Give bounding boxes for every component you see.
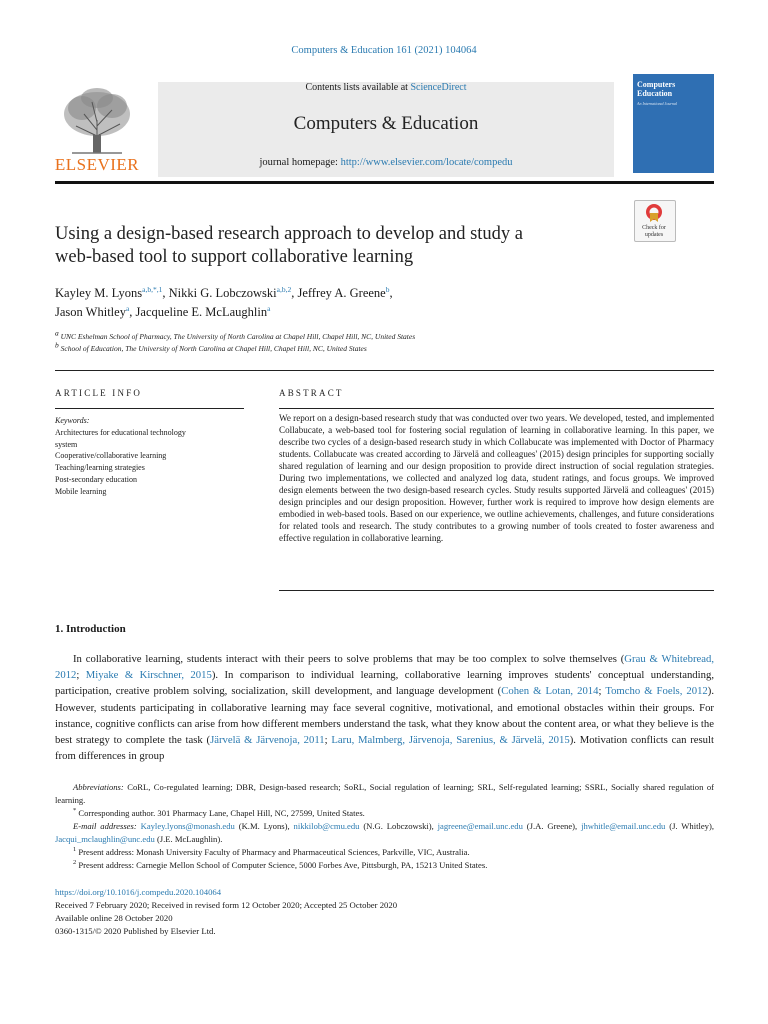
email-link[interactable]: jhwhitle@email.unc.edu bbox=[581, 821, 666, 831]
author-name[interactable]: Jason Whitley bbox=[55, 305, 126, 319]
homepage-link[interactable]: http://www.elsevier.com/locate/compedu bbox=[340, 157, 513, 168]
cover-subtitle: An International Journal bbox=[637, 101, 677, 106]
publication-info bbox=[55, 886, 555, 938]
present-address-note: $^1$ Present address: Monash University Faculty of Pharmacy and Pharmaceutical Sciences, Parkville, VIC, Australia. bbox=[73, 846, 470, 857]
article-info-rule bbox=[55, 408, 244, 409]
author-list: Kayley M. Lyons$^{a,b,*,1}$, Nikki G. Lobczowski$^{a,b,2}$, Jeffrey A. Greene$^b$, Jason Whitley$^a$, Jacqueline E. McLaughlin$^a$ bbox=[55, 284, 393, 319]
running-head[interactable]: Computers & Education 161 (2021) 104064 bbox=[291, 45, 477, 56]
keywords-block: Keywords: Architectures for educational technology system Cooperative/collaborative learning Teaching/learning strategies Post-secondary education Mobile learning bbox=[55, 415, 245, 498]
email-link[interactable]: Kayley.lyons@monash.edu bbox=[140, 821, 235, 831]
journal-title: Computers & Education bbox=[293, 113, 479, 134]
keyword: Post-secondary education bbox=[55, 474, 137, 484]
email-link[interactable]: jagreene@email.unc.edu bbox=[437, 821, 523, 831]
present-address-note: $^2$ Present address: Carnegie Mellon School of Computer Science, 5000 Forbes Ave, Pittsburgh, PA, 15213 United States. bbox=[73, 859, 488, 870]
publisher-name: ELSEVIER bbox=[54, 155, 140, 174]
check-for-updates-label: Check for updates bbox=[642, 225, 666, 238]
abstract-heading: ABSTRACT bbox=[279, 388, 344, 398]
author-name[interactable]: Kayley M. Lyons bbox=[55, 286, 143, 300]
abstract-text: We report on a design-based research study that was conducted over two years. We developed, tested, and implemented Collabucate, a web-based tool for fostering social regulation of learning in collaborative learning. In this paper, we describe two cycles of a design-based research study in which Collabucate was implemented with Doctor of Pharmacy students. Collabucate was created according to Järvelä and colleagues' (2015) design principles for supporting socially shared regulation of learning and our design proposition to provide direct instruction of social regulation strategies. During two implementations, we collected and analyzed log data, student ratings, and focus groups. We improved design elements between the two design-based research cycles. Study results supported Järvelä and colleagues' (2015) design principles and our design proposition. However, further work is required to improve how design elements are embodied in web-based tools. Based on our experience, we outline achievements, challenges, and future considerations for related tools and research. The study contributes to a growing number of tools created to foster awareness and effective regulation in collaborative learning. bbox=[279, 413, 714, 543]
abstract-rule bbox=[279, 408, 714, 409]
citation-link[interactable]: Miyake & Kirschner, 2015 bbox=[85, 669, 212, 682]
paper-title: Using a design-based research approach to develop and study a web-based tool to support collaborative learning bbox=[55, 224, 523, 267]
abbreviations-note: Abbreviations: CoRL, Co-regulated learning; DBR, Design-based research; SoRL, Social regulation of learning; SRL, Self-regulated learning; SSRL, Socially shared regulation of learning. bbox=[55, 782, 714, 805]
author-name[interactable]: Jacqueline E. McLaughlin bbox=[135, 305, 268, 319]
keyword: Cooperative/collaborative learning bbox=[55, 451, 167, 461]
citation-link[interactable]: Järvelä & Järvenoja, 2011 bbox=[210, 734, 325, 747]
received-dates: Received 7 February 2020; Received in revised form 12 October 2020; Accepted 25 October 2020 bbox=[55, 900, 398, 910]
sciencedirect-link[interactable]: ScienceDirect bbox=[410, 82, 467, 93]
masthead-rule bbox=[55, 181, 714, 184]
abstract-bottom-rule bbox=[279, 590, 714, 591]
introduction-paragraph: In collaborative learning, students interact with their peers to solve problems that may be too complex to solve themselves (Grau & Whitebread, 2012; Miyake & Kirschner, 2015). In comparison to individual learning, collaborative learning improves students' conceptual understanding, participation, creative problem solving, socialization, skill development, and language development (Cohen & Lotan, 2014; Tomcho & Foels, 2012). However, students participating in collaborative learning may face several cognitive, motivational, and emotional obstacles within their groups. For instance, cognitive conflicts can arise from how different members understand the task, what they know about the content area, or what they believe is the best strategy to complete the task (Järvelä & Järvenoja, 2011; Laru, Malmberg, Järvenoja, Sarenius, & Järvelä, 2015). Motivation conflicts can result from differences in group bbox=[55, 653, 715, 763]
check-for-updates-icon bbox=[645, 203, 663, 223]
author-name[interactable]: Nikki G. Lobczowski bbox=[168, 286, 277, 300]
affiliation: $^b$ School of Education, The University of North Carolina at Chapel Hill, Chapel Hill, NC, United States bbox=[55, 340, 367, 353]
doi-link[interactable]: https://doi.org/10.1016/j.compedu.2020.104064 bbox=[55, 887, 222, 897]
email-addresses-note: E-mail addresses: Kayley.lyons@monash.edu (K.M. Lyons), nikkilob@cmu.edu (N.G. Lobczowski), jagreene@email.unc.edu (J.A. Greene), jhwhitle@email.unc.edu (J. Whitley), Jacqui_mclaughlin@unc.edu (J.E. McLaughlin). bbox=[55, 821, 714, 844]
citation-link[interactable]: Tomcho & Foels, 2012 bbox=[605, 685, 708, 698]
keyword: Architectures for educational technology bbox=[55, 427, 186, 437]
cover-title: Computers Education bbox=[637, 80, 676, 98]
email-link[interactable]: Jacqui_mclaughlin@unc.edu bbox=[55, 834, 155, 844]
email-link[interactable]: nikkilob@cmu.edu bbox=[293, 821, 360, 831]
section-heading-introduction: 1. Introduction bbox=[55, 623, 126, 635]
section-rule bbox=[55, 370, 714, 371]
copyright: 0360-1315/© 2020 Published by Elsevier Ltd. bbox=[55, 926, 216, 936]
citation-link[interactable]: Laru, Malmberg, Järvenoja, Sarenius, & Järvelä, 2015 bbox=[331, 734, 570, 747]
footnotes bbox=[55, 781, 714, 872]
article-info-heading: ARTICLE INFO bbox=[55, 388, 143, 398]
journal-homepage: journal homepage: http://www.elsevier.com/locate/compedu bbox=[259, 157, 513, 168]
corresponding-author-note: * Corresponding author. 301 Pharmacy Lane, Chapel Hill, NC, 27599, United States. bbox=[73, 807, 365, 818]
citation-link[interactable]: Grau & Whitebread, 2012 bbox=[55, 653, 715, 682]
keyword: Mobile learning bbox=[55, 486, 107, 496]
contents-line: Contents lists available at ScienceDirect bbox=[305, 82, 467, 93]
available-online: Available online 28 October 2020 bbox=[55, 913, 173, 923]
citation-link[interactable]: Cohen & Lotan, 2014 bbox=[501, 685, 599, 698]
keyword: Teaching/learning strategies bbox=[55, 463, 145, 473]
keyword: system bbox=[55, 439, 78, 449]
author-name[interactable]: Jeffrey A. Greene bbox=[297, 286, 386, 300]
affiliation: $^a$ UNC Eshelman School of Pharmacy, The University of North Carolina at Chapel Hill, Chapel Hill, NC, United States bbox=[55, 328, 416, 341]
